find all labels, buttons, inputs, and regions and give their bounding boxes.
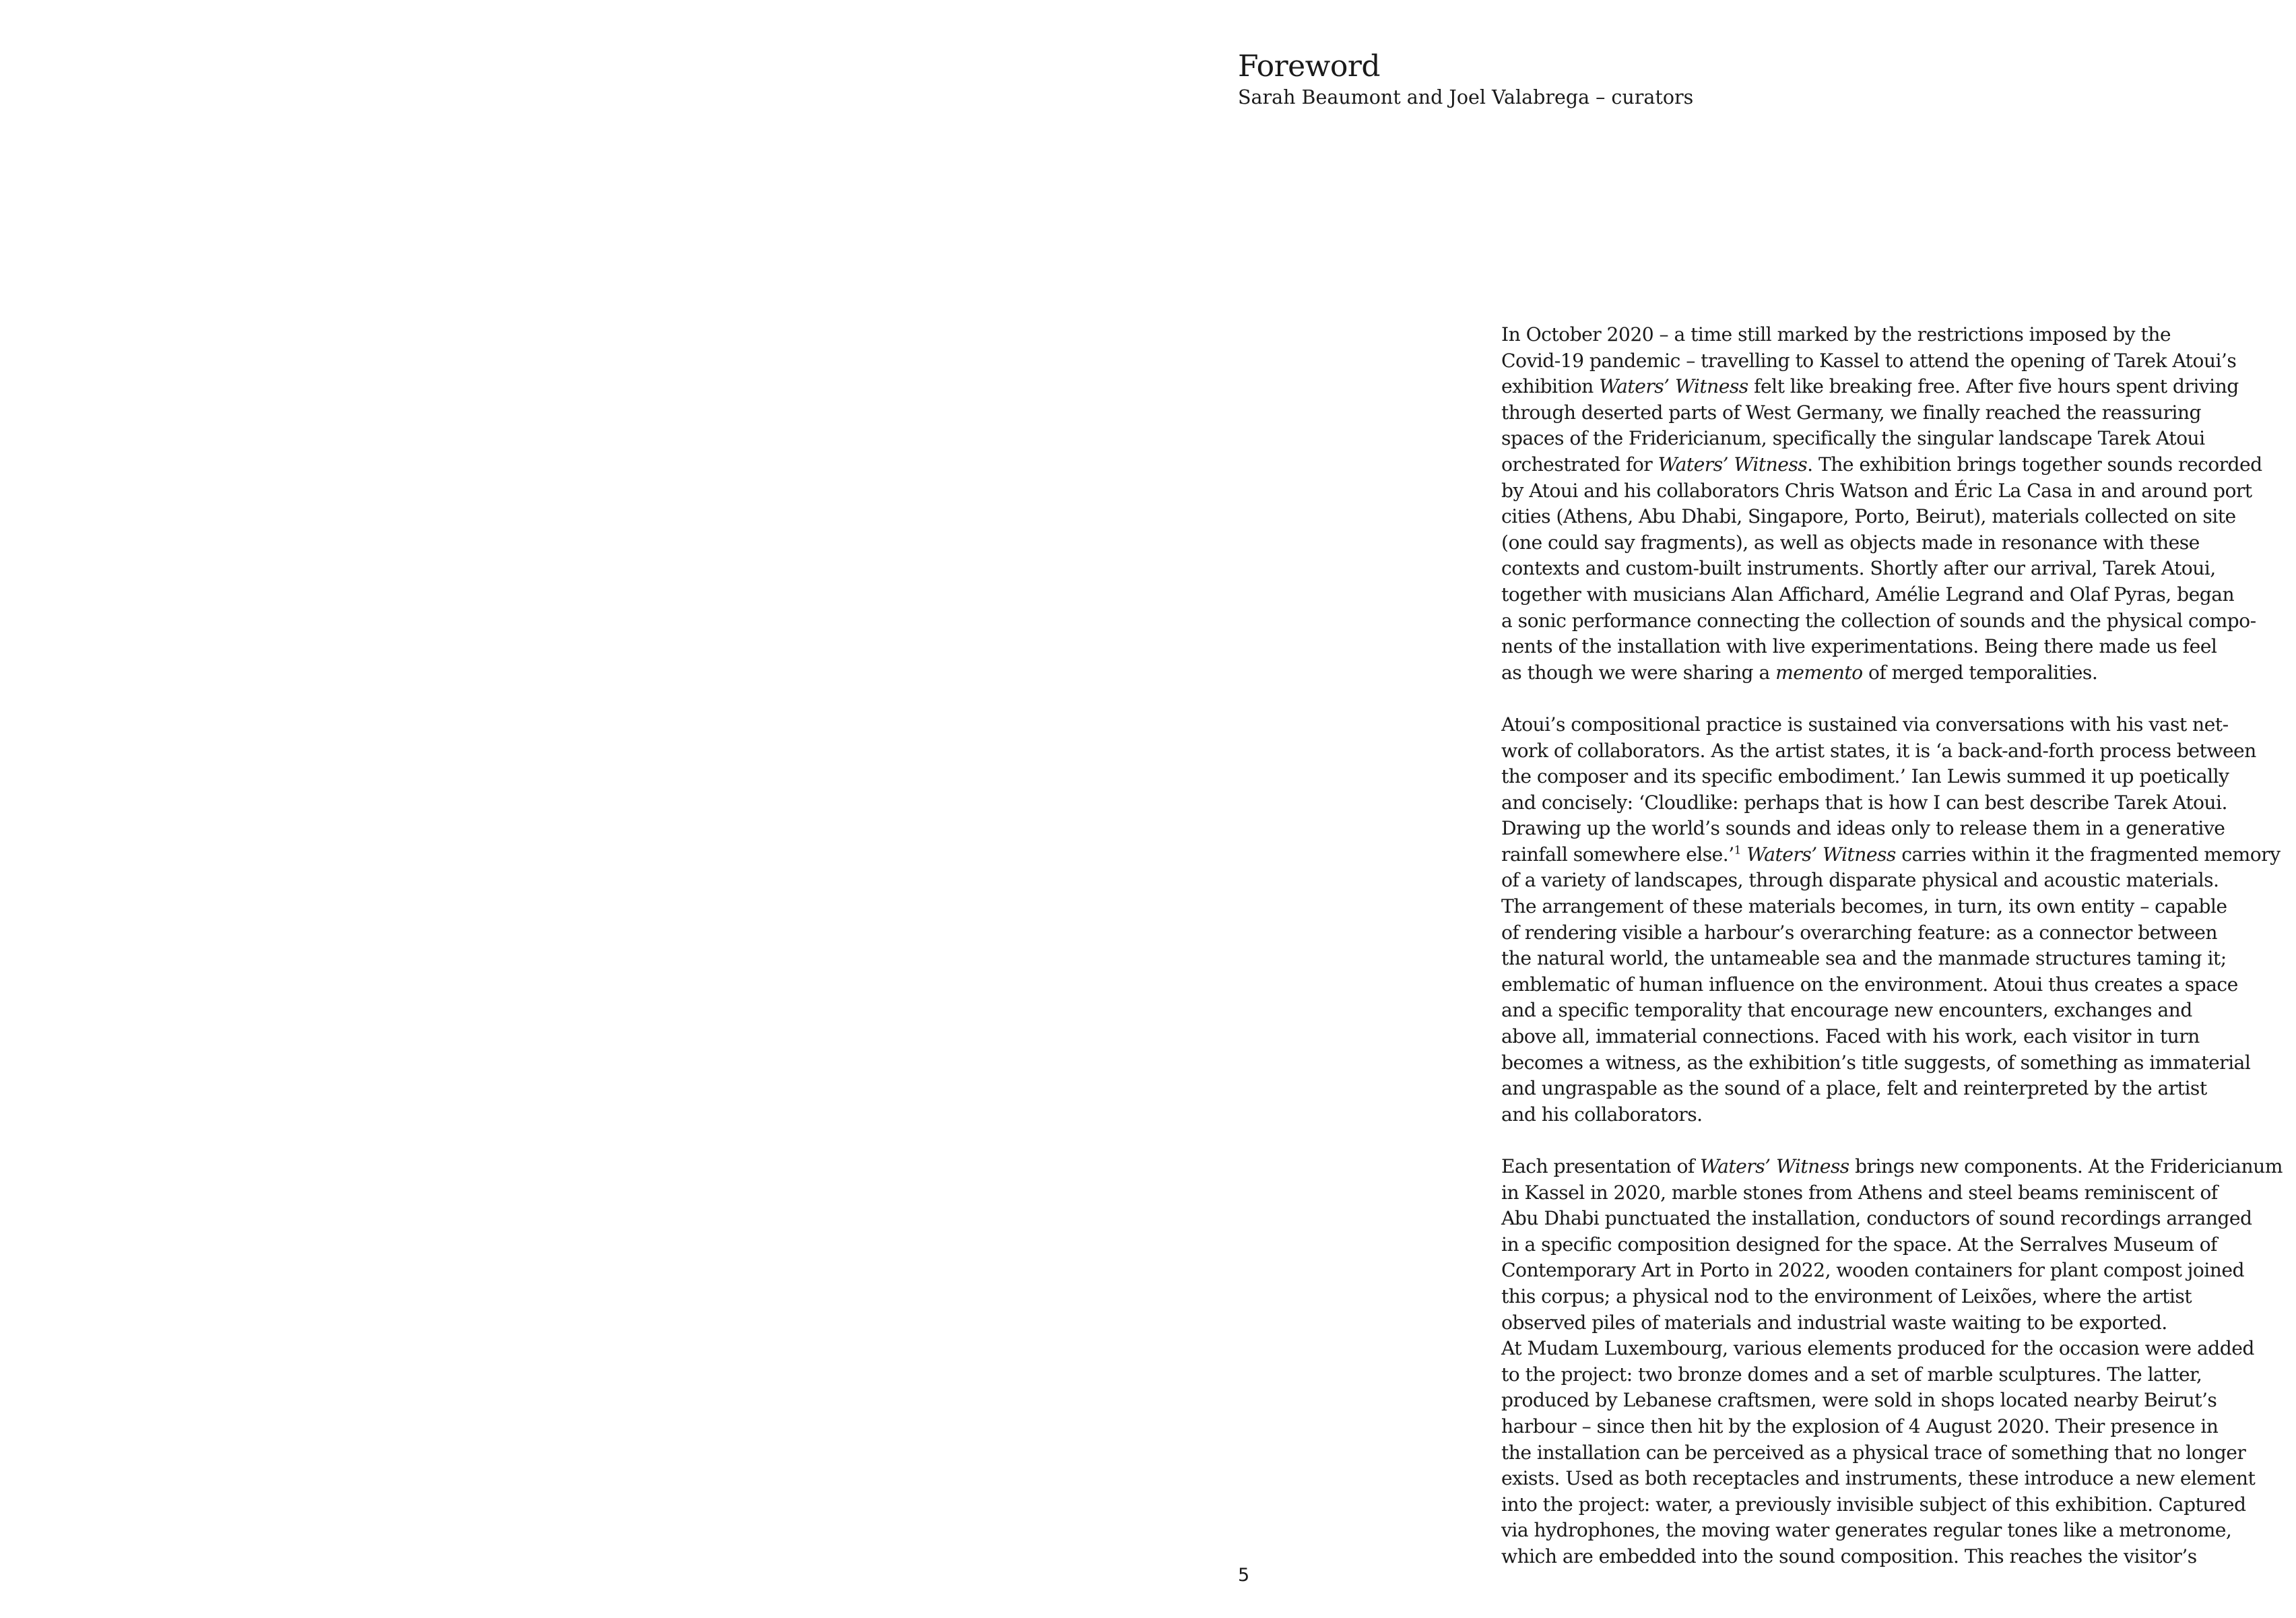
text-line: via hydrophones, the moving water generates regular tones like a metronome, (1501, 1519, 2232, 1542)
text-line: of rendering visible a harbour’s overarching feature: as a connector between (1501, 921, 2218, 944)
text-line: as though we were sharing a memento of merged temporalities. (1501, 661, 2098, 684)
text-line: the natural world, the untameable sea and the manmade structures taming it; (1501, 947, 2227, 970)
text-line: Atoui’s compositional practice is sustained via conversations with his vast net- (1501, 713, 2229, 736)
text-line: spaces of the Fridericianum, specifically the singular landscape Tarek Atoui (1501, 427, 2205, 450)
text-line: and ungraspable as the sound of a place, felt and reinterpreted by the artist (1501, 1077, 2207, 1100)
text-line: nents of the installation with live experimentations. Being there made us feel (1501, 635, 2217, 658)
text-line: produced by Lebanese craftsmen, were sold in shops located nearby Beirut’s (1501, 1389, 2217, 1412)
text-line: (one could say fragments), as well as objects made in resonance with these (1501, 531, 2200, 554)
text-line: above all, immaterial connections. Faced with his work, each visitor in turn (1501, 1025, 2200, 1048)
text-line: the installation can be perceived as a physical trace of something that no longer (1501, 1441, 2246, 1464)
page-title: Foreword (1238, 49, 1381, 84)
text-line: in a specific composition designed for the space. At the Serralves Museum of (1501, 1233, 2217, 1256)
text-line: a sonic performance connecting the collection of sounds and the physical compo- (1501, 609, 2256, 632)
text-line: together with musicians Alan Affichard, Amélie Legrand and Olaf Pyras, began (1501, 583, 2235, 606)
text-line: Abu Dhabi punctuated the installation, conductors of sound recordings arranged (1501, 1207, 2252, 1230)
text-line: becomes a witness, as the exhibition’s title suggests, of something as immaterial (1501, 1051, 2251, 1074)
page-subtitle: Sarah Beaumont and Joel Valabrega – curators (1238, 86, 1694, 108)
text-line: rainfall somewhere else.’$^1$ Waters’ Witness carries within it the fragmented memory (1501, 843, 2281, 866)
text-line: Covid-19 pandemic – travelling to Kassel to attend the opening of Tarek Atoui’s (1501, 349, 2237, 372)
text-line: Contemporary Art in Porto in 2022, wooden containers for plant compost joined (1501, 1259, 2244, 1282)
text-line: exhibition Waters’ Witness felt like breaking free. After five hours spent driving (1501, 375, 2239, 398)
text-line: harbour – since then hit by the explosion of 4 August 2020. Their presence in (1501, 1415, 2219, 1437)
text-line: this corpus; a physical nod to the environment of Leixões, where the artist (1501, 1285, 2192, 1307)
text-line: through deserted parts of West Germany, we finally reached the reassuring (1501, 401, 2201, 424)
text-line: orchestrated for Waters’ Witness. The exhibition brings together sounds recorded (1501, 453, 2262, 476)
text-line: in Kassel in 2020, marble stones from Athens and steel beams reminiscent of (1501, 1181, 2218, 1204)
text-line: and concisely: ‘Cloudlike: perhaps that is how I can best describe Tarek Atoui. (1501, 791, 2227, 814)
text-line: In October 2020 – a time still marked by the restrictions imposed by the (1501, 323, 2171, 346)
text-line: by Atoui and his collaborators Chris Watson and Éric La Casa in and around port (1501, 479, 2252, 502)
text-line: the composer and its specific embodiment.’ Ian Lewis summed it up poetically (1501, 765, 2229, 788)
paragraph (1501, 712, 2281, 1128)
paragraph (1501, 322, 2276, 686)
text-line: and his collaborators. (1501, 1103, 1703, 1126)
paragraph (1501, 1154, 2283, 1570)
text-line: The arrangement of these materials becomes, in turn, its own entity – capable (1501, 895, 2227, 918)
text-line: Each presentation of Waters’ Witness brings new components. At the Fridericianum (1501, 1155, 2283, 1177)
text-line: emblematic of human influence on the environment. Atoui thus creates a space (1501, 973, 2238, 996)
text-line: At Mudam Luxembourg, various elements produced for the occasion were added (1501, 1337, 2254, 1360)
text-line: Drawing up the world’s sounds and ideas only to release them in a generative (1501, 817, 2225, 840)
text-line: work of collaborators. As the artist states, it is ‘a back-and-forth process between (1501, 739, 2256, 762)
text-line: into the project: water, a previously invisible subject of this exhibition. Captured (1501, 1493, 2246, 1516)
text-line: contexts and custom-built instruments. Shortly after our arrival, Tarek Atoui, (1501, 557, 2216, 580)
text-line: and a specific temporality that encourage new encounters, exchanges and (1501, 999, 2192, 1022)
text-line: exists. Used as both receptacles and instruments, these introduce a new element (1501, 1467, 2256, 1490)
page-number: 5 (1238, 1565, 1250, 1586)
text-line: which are embedded into the sound composition. This reaches the visitor’s (1501, 1545, 2197, 1567)
text-line: cities (Athens, Abu Dhabi, Singapore, Porto, Beirut), materials collected on site (1501, 505, 2236, 528)
body-text (1501, 322, 2283, 1596)
text-line: of a variety of landscapes, through disparate physical and acoustic materials. (1501, 869, 2219, 892)
text-line: to the project: two bronze domes and a set of marble sculptures. The latter, (1501, 1363, 2202, 1386)
text-line: observed piles of materials and industrial waste waiting to be exported. (1501, 1311, 2167, 1334)
